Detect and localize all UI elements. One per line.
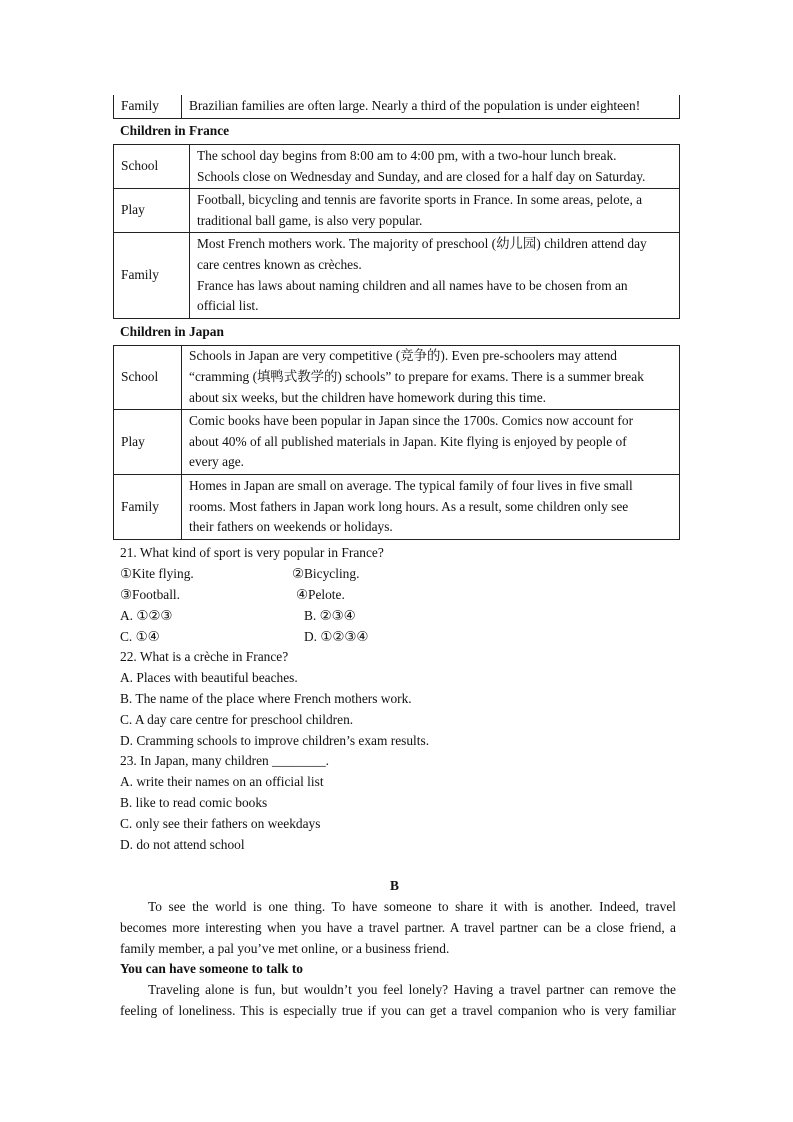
q21-choice-a: A. ①②③ xyxy=(120,608,173,623)
q21-item-4: ④Pelote. xyxy=(296,587,345,602)
row-label: Family xyxy=(114,233,190,319)
text-line: Most French mothers work. The majority of preschool (幼儿园) children attend day xyxy=(197,235,647,251)
text-line: about six weeks, but the children have homework during this time. xyxy=(189,389,547,405)
text-line: their fathers on weekends or holidays. xyxy=(189,519,393,535)
text-line: traditional ball game, is also very popular. xyxy=(197,212,423,228)
text-line: Homes in Japan are small on average. The typical family of four lives in five small xyxy=(189,477,633,493)
q23-choice-c: C. only see their fathers on weekdays xyxy=(120,816,321,831)
passage-line: Traveling alone is fun, but wouldn’t you feel lonely? Having a travel partner can remove the xyxy=(148,982,676,997)
row-text xyxy=(182,410,680,475)
q23-choice-b: B. like to read comic books xyxy=(120,795,268,810)
question-23-stem: 23. In Japan, many children ________. xyxy=(120,753,329,768)
row-label: Play xyxy=(114,189,190,233)
row-label: Family xyxy=(114,95,182,118)
text-line: rooms. Most fathers in Japan work long hours. As a result, some children only see xyxy=(189,498,629,514)
row-text xyxy=(182,346,680,410)
brazil-table xyxy=(113,95,680,119)
text-line: France has laws about naming children and all names have to be chosen from an xyxy=(197,277,628,293)
q21-item-3: ③Football. xyxy=(120,587,180,602)
france-family-row xyxy=(114,233,680,319)
brazil-family-row xyxy=(114,95,680,118)
q21-choice-c: C. ①④ xyxy=(120,629,160,644)
row-text xyxy=(182,475,680,540)
france-school-row xyxy=(114,145,680,189)
passage-line: family member, a pal you’ve met online, or a business friend. xyxy=(120,941,450,956)
japan-play-row xyxy=(114,410,680,475)
row-text xyxy=(190,233,680,319)
text-line: The school day begins from 8:00 am to 4:00 pm, with a two-hour lunch break. xyxy=(197,147,617,163)
q23-choice-d: D. do not attend school xyxy=(120,837,245,852)
text-line: Football, bicycling and tennis are favorite sports in France. In some areas, pelote, a xyxy=(197,191,643,207)
q22-choice-c: C. A day care centre for preschool children. xyxy=(120,712,354,727)
text-line: “cramming (填鸭式教学的) schools” to prepare for exams. There is a summer break xyxy=(189,369,644,385)
japan-school-row xyxy=(114,346,680,410)
text-line: Schools close on Wednesday and Sunday, and are closed for a half day on Saturday. xyxy=(197,168,646,184)
question-21-stem: 21. What kind of sport is very popular in France? xyxy=(120,545,384,560)
japan-table xyxy=(113,345,680,540)
q21-item-2: ②Bicycling. xyxy=(292,566,360,581)
passage-line: To see the world is one thing. To have someone to share it with is another. Indeed, travel xyxy=(148,899,676,914)
row-label: Family xyxy=(114,475,182,540)
passage-b-heading: B xyxy=(390,878,399,893)
passage-line: feeling of loneliness. This is especially true if you can get a travel companion who is very familiar xyxy=(120,1003,676,1018)
question-22-stem: 22. What is a crèche in France? xyxy=(120,649,289,664)
france-table xyxy=(113,144,680,319)
passage-line: becomes more interesting when you have a travel partner. A travel partner can be a close friend, a xyxy=(120,920,676,935)
q23-choice-a: A. write their names on an official list xyxy=(120,774,324,789)
text-line: every age. xyxy=(189,454,245,470)
q22-choice-a: A. Places with beautiful beaches. xyxy=(120,670,298,685)
passage-subheading: You can have someone to talk to xyxy=(120,961,304,976)
france-play-row xyxy=(114,189,680,233)
row-text xyxy=(190,145,680,189)
text-line: official list. xyxy=(197,298,259,314)
text-line: care centres known as crèches. xyxy=(197,256,362,272)
row-text: Brazilian families are often large. Nearly a third of the population is under eighteen! xyxy=(182,95,680,118)
japan-family-row xyxy=(114,475,680,540)
section-title-france: Children in France xyxy=(120,123,230,138)
row-label: School xyxy=(114,145,190,189)
row-label: School xyxy=(114,346,182,410)
text-line: about 40% of all published materials in Japan. Kite flying is enjoyed by people of xyxy=(189,433,627,449)
q21-choice-b: B. ②③④ xyxy=(304,608,356,623)
text-line: Comic books have been popular in Japan since the 1700s. Comics now account for xyxy=(189,412,634,428)
q21-item-1: ①Kite flying. xyxy=(120,566,194,581)
text-line: Schools in Japan are very competitive (竞争的). Even pre-schoolers may attend xyxy=(189,348,617,364)
section-title-japan: Children in Japan xyxy=(120,324,224,339)
q21-choice-d: D. ①②③④ xyxy=(304,629,369,644)
q22-choice-b: B. The name of the place where French mothers work. xyxy=(120,691,412,706)
row-text xyxy=(190,189,680,233)
row-label: Play xyxy=(114,410,182,475)
q22-choice-d: D. Cramming schools to improve children’s exam results. xyxy=(120,733,430,748)
